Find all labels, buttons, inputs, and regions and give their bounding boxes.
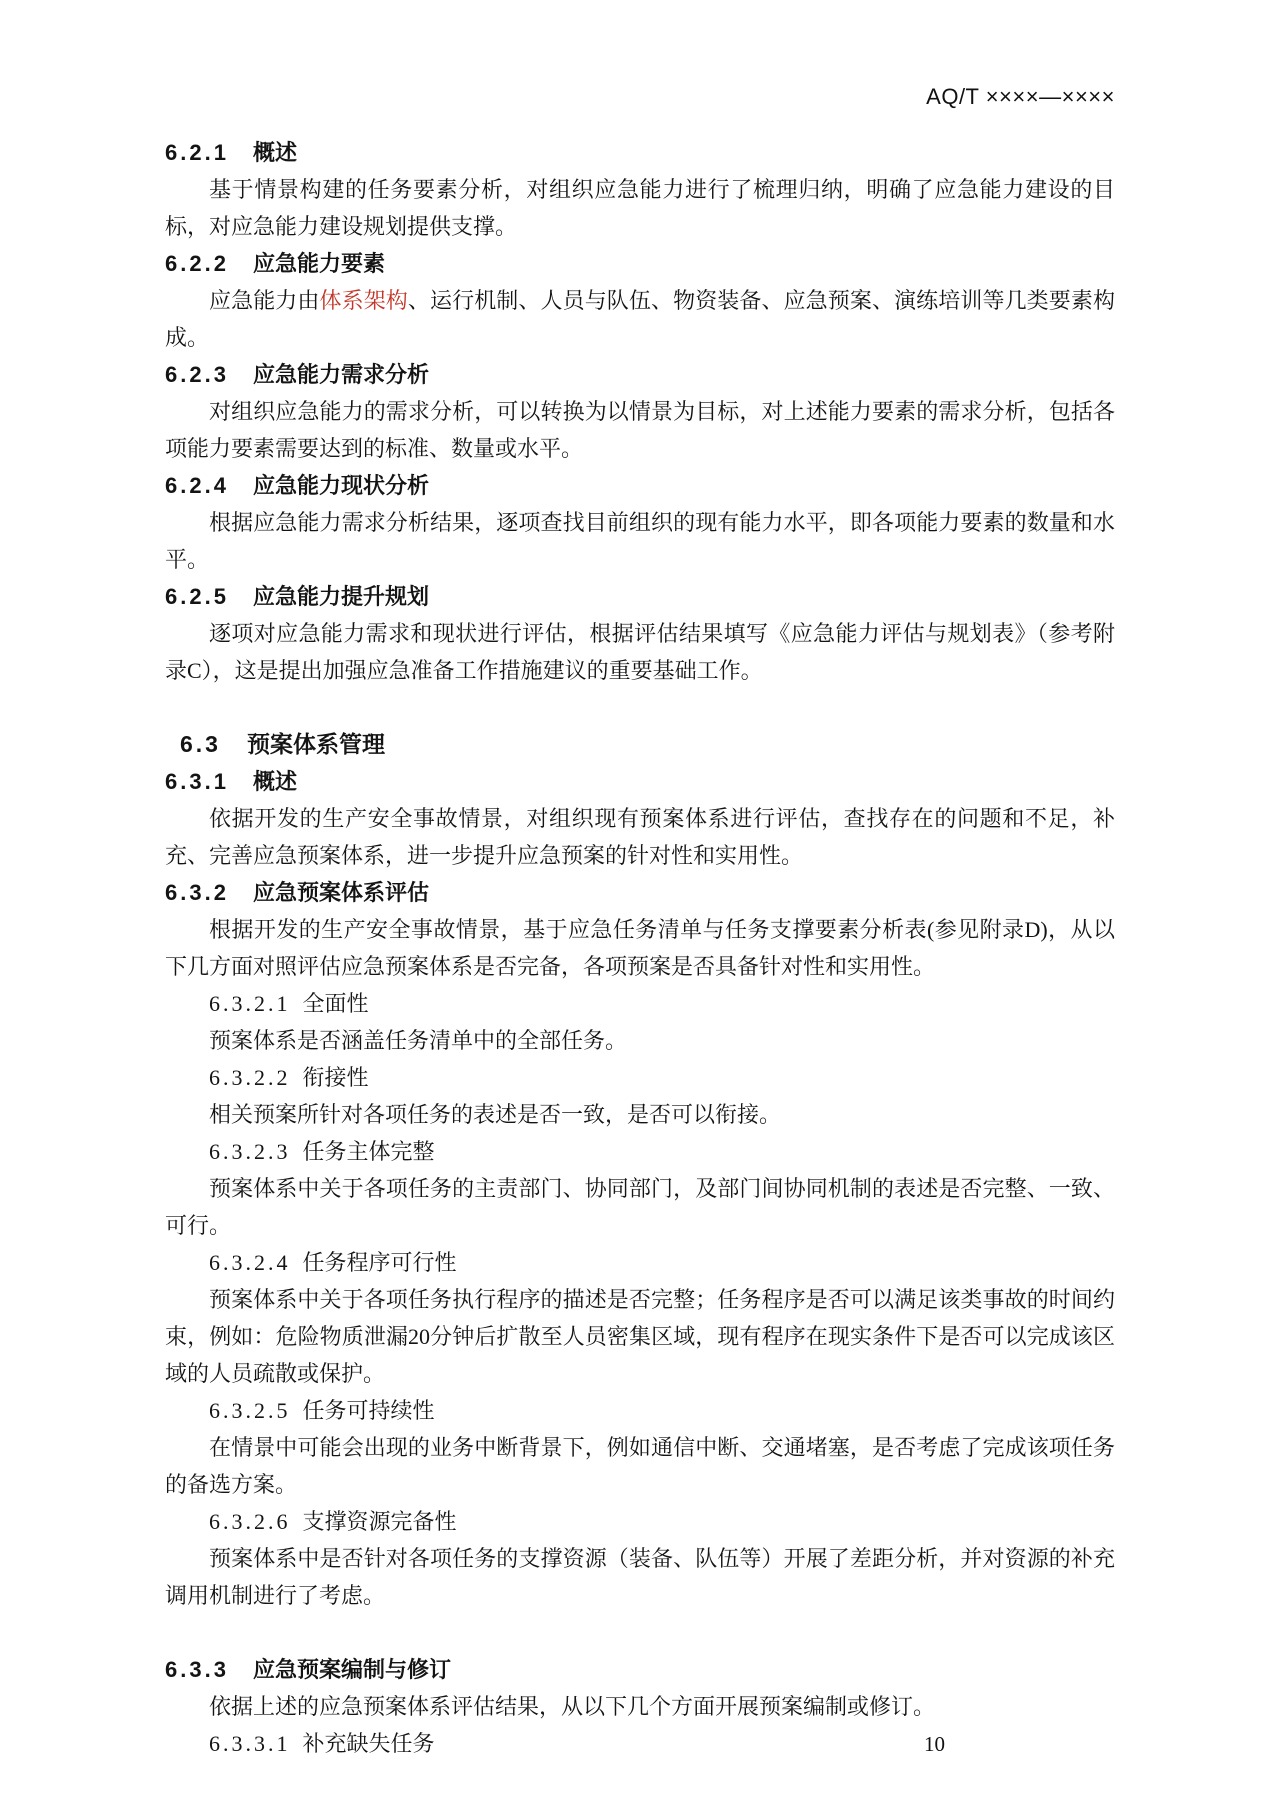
heading-number: 6.3.3: [165, 1657, 229, 1682]
paragraph: [165, 504, 1115, 578]
subclause-heading: [165, 874, 1115, 911]
paragraph-text: 对组织应急能力的需求分析，可以转换为以情景为目标，对上述能力要素的需求分析，包括各项能力要素需要达到的标准、数量或水平。: [165, 399, 1115, 461]
heading-title: 补充缺失任务: [302, 1731, 435, 1756]
page-header: [165, 84, 1115, 110]
paragraph-text: 预案体系是否涵盖任务清单中的全部任务。: [209, 1028, 628, 1053]
subclause-heading: [165, 356, 1115, 393]
heading-number: 6.3.2.3: [209, 1139, 291, 1164]
paragraph: [165, 911, 1115, 985]
paragraph-text: 预案体系中关于各项任务的主责部门、协同部门，及部门间协同机制的表述是否完整、一致、可行。: [165, 1176, 1115, 1238]
heading-title: 概述: [252, 140, 297, 165]
paragraph-text: 基于情景构建的任务要素分析，对组织应急能力进行了梳理归纳，明确了应急能力建设的目标，对应急能力建设规划提供支撑。: [165, 177, 1115, 239]
paragraph-text: 预案体系中是否针对各项任务的支撑资源（装备、队伍等）开展了差距分析，并对资源的补充调用机制进行了考虑。: [165, 1546, 1115, 1608]
heading-title: 应急预案体系评估: [252, 880, 429, 905]
heading-number: 6.3.2.2: [209, 1065, 291, 1090]
heading-title: 任务可持续性: [302, 1398, 435, 1423]
paragraph: [165, 1170, 1115, 1244]
heading-title: 全面性: [302, 991, 369, 1016]
page-footer: [0, 1732, 945, 1757]
clause-heading: [165, 726, 1115, 763]
subclause-heading: [165, 467, 1115, 504]
heading-number: 6.2.1: [165, 140, 229, 165]
heading-number: 6.2.2: [165, 251, 229, 276]
subsubclause-heading: [165, 1133, 1115, 1170]
heading-number: 6.2.3: [165, 362, 229, 387]
subsubclause-heading: [165, 1503, 1115, 1540]
heading-number: 6.3.2: [165, 880, 229, 905]
page-number: 10: [924, 1732, 945, 1756]
paragraph-text: 依据上述的应急预案体系评估结果，从以下几个方面开展预案编制或修订。: [209, 1694, 936, 1719]
paragraph-text: 逐项对应急能力需求和现状进行评估，根据评估结果填写《应急能力评估与规划表》（参考附录C），这是提出加强应急准备工作措施建议的重要基础工作。: [165, 621, 1115, 683]
subclause-heading: [165, 134, 1115, 171]
paragraph-text: 预案体系中关于各项任务执行程序的描述是否完整；任务程序是否可以满足该类事故的时间约束，例如：危险物质泄漏20分钟后扩散至人员密集区域，现有程序在现实条件下是否可以完成该区域的人员疏散或保护。: [165, 1287, 1115, 1386]
subsubclause-heading: [165, 1059, 1115, 1096]
paragraph: [165, 1022, 1115, 1059]
paragraph: [165, 1429, 1115, 1503]
paragraph-text: 在情景中可能会出现的业务中断背景下，例如通信中断、交通堵塞，是否考虑了完成该项任务的备选方案。: [165, 1435, 1115, 1497]
heading-number: 6.3.1: [165, 769, 229, 794]
heading-number: 6.2.5: [165, 584, 229, 609]
heading-title: 应急能力需求分析: [252, 362, 429, 387]
paragraph: [165, 171, 1115, 245]
heading-number: 6.3.2.5: [209, 1398, 291, 1423]
heading-title: 概述: [252, 769, 297, 794]
highlighted-term: 体系架构: [319, 288, 408, 313]
paragraph-text: 应急能力由: [209, 288, 320, 313]
standard-number: AQ/T ××××—××××: [926, 84, 1115, 109]
heading-number: 6.3: [180, 731, 221, 757]
heading-title: 应急预案编制与修订: [252, 1657, 451, 1682]
heading-number: 6.3.2.4: [209, 1250, 291, 1275]
paragraph: [165, 282, 1115, 356]
subsubclause-heading: [165, 1392, 1115, 1429]
heading-number: 6.3.2.1: [209, 991, 291, 1016]
heading-title: 应急能力要素: [252, 251, 385, 276]
paragraph-text: 相关预案所针对各项任务的表述是否一致，是否可以衔接。: [209, 1102, 782, 1127]
paragraph: [165, 1688, 1115, 1725]
heading-number: 6.3.3.1: [209, 1731, 291, 1756]
paragraph: [165, 1540, 1115, 1614]
subsubclause-heading: [165, 1244, 1115, 1281]
heading-title: 衔接性: [302, 1065, 369, 1090]
heading-number: 6.3.2.6: [209, 1509, 291, 1534]
subclause-heading: [165, 763, 1115, 800]
document-body: [165, 134, 1115, 1762]
paragraph: [165, 393, 1115, 467]
heading-title: 任务主体完整: [302, 1139, 435, 1164]
paragraph-text: 、运行机制、人员与队伍、物资装备、应急预案、演练培训等几类要素构成。: [165, 288, 1115, 350]
subclause-heading: [165, 245, 1115, 282]
heading-number: 6.2.4: [165, 473, 229, 498]
subclause-heading: [165, 578, 1115, 615]
heading-title: 应急能力提升规划: [252, 584, 429, 609]
heading-title: 预案体系管理: [246, 731, 385, 757]
paragraph: [165, 1281, 1115, 1392]
paragraph: [165, 800, 1115, 874]
paragraph-text: 根据应急能力需求分析结果，逐项查找目前组织的现有能力水平，即各项能力要素的数量和水平。: [165, 510, 1115, 572]
heading-title: 支撑资源完备性: [302, 1509, 457, 1534]
paragraph-text: 依据开发的生产安全事故情景，对组织现有预案体系进行评估，查找存在的问题和不足，补充、完善应急预案体系，进一步提升应急预案的针对性和实用性。: [165, 806, 1115, 868]
heading-title: 任务程序可行性: [302, 1250, 457, 1275]
heading-title: 应急能力现状分析: [252, 473, 429, 498]
paragraph: [165, 615, 1115, 689]
subsubclause-heading: [165, 985, 1115, 1022]
paragraph-text: 根据开发的生产安全事故情景，基于应急任务清单与任务支撑要素分析表(参见附录D)，从以下几方面对照评估应急预案体系是否完备，各项预案是否具备针对性和实用性。: [165, 917, 1115, 979]
subclause-heading: [165, 1651, 1115, 1688]
paragraph: [165, 1096, 1115, 1133]
